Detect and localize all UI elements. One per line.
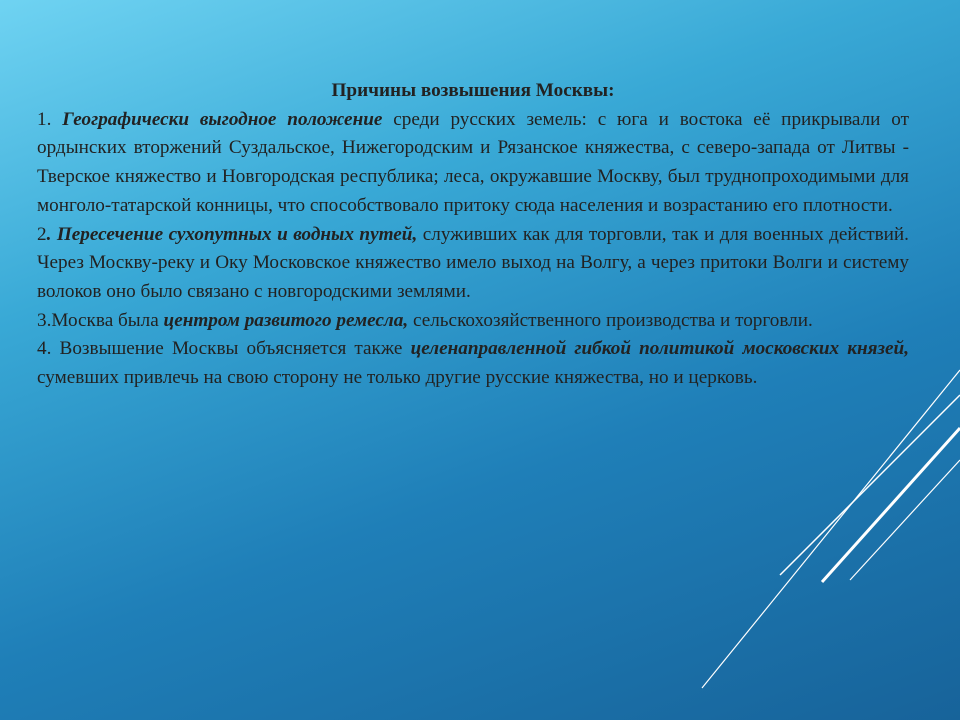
- slide-title: Причины возвышения Москвы:: [331, 80, 615, 101]
- slide-content: [37, 77, 909, 393]
- paragraph-2-emphasis: . Пересечение сухопутных и водных путей,: [46, 223, 418, 245]
- paragraph-1-text: среди русских земель: с юга и востока её прикрывали от ордынских вторжений Суздальское, Нижегородским и Рязанское княжества, с северо-запада от Литвы - Тверское княжество и Новгородская республика; леса, окружавшие Москву, был труднопроходимыми для монголо-татарской конницы, что способствовало притоку сюда населения и возрастанию его плотности.: [37, 108, 910, 216]
- paragraph-2-text: служивших как для торговли, так и для военных действий. Через Москву-реку и Оку Московское княжество имело выход на Волгу, а через притоки Волги и систему волоков оно было связано с новгородскими землями.: [37, 223, 909, 302]
- paragraph-3: [37, 307, 909, 336]
- paragraph-2: [37, 221, 909, 307]
- decor-line-2: [780, 395, 960, 575]
- decor-line-1: [702, 370, 960, 688]
- paragraph-4-text: сумевших привлечь на свою сторону не только другие русские княжества, но и церковь.: [37, 367, 758, 389]
- paragraph-4-prefix: 4. Возвышение Москвы объясняется также: [37, 338, 411, 360]
- decor-line-3: [822, 428, 960, 582]
- paragraph-1-prefix: 1.: [37, 108, 63, 130]
- paragraph-3-prefix: 3.Москва была: [37, 309, 164, 331]
- paragraph-1: [37, 106, 909, 221]
- paragraph-4-emphasis: целенаправленной гибкой политикой московских князей,: [410, 338, 909, 360]
- paragraph-4: [37, 335, 909, 392]
- paragraph-3-text: сельскохозяйственного производства и торговли.: [408, 309, 813, 331]
- paragraph-1-emphasis: Географически выгодное положение: [62, 108, 383, 130]
- paragraph-2-prefix: 2: [37, 223, 47, 245]
- decor-line-4: [850, 460, 960, 580]
- paragraph-3-emphasis: центром развитого ремесла,: [163, 309, 409, 331]
